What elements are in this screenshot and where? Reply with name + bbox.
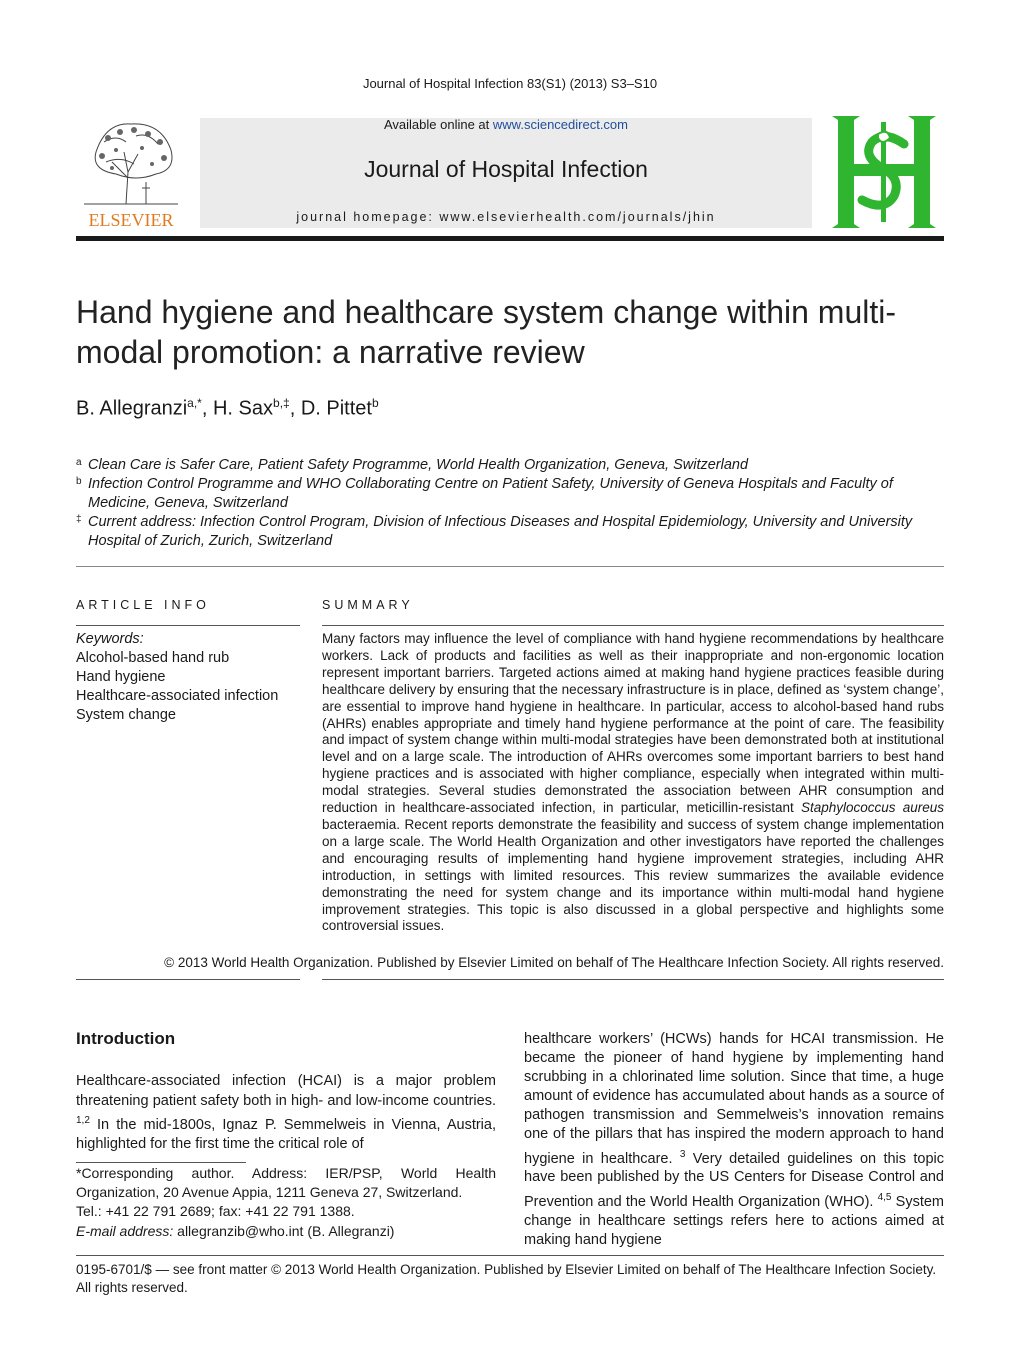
article-info-rule xyxy=(76,625,300,626)
summary-part: bacteraemia. Recent reports demonstrate the feasibility and success of system change implementation on a large scale. The World Health Organization and other investigators have reported the challenges and encouraging results of implementing hand hygiene improvement strategies, including AHR introduction, in settings with limited resources. This review summarizes the available evidence demonstrating the need for system change and its importance within multi-modal hand hygiene improvement strategies. This topic is also discussed in a global perspective and highlights some controversial issues. xyxy=(322,816,944,934)
author-separator: , xyxy=(289,397,301,420)
author-name[interactable]: H. Sax xyxy=(212,397,274,420)
introduction-heading: Introduction xyxy=(76,1029,176,1048)
affiliation-text: Infection Control Programme and WHO Collaborating Centre on Patient Safety, University of Geneva Hospitals and Faculty of Medicine, Geneva, Switzerland xyxy=(88,476,893,511)
affiliation-item xyxy=(76,456,944,475)
article-info-heading: ARTICLE INFO xyxy=(76,598,210,612)
email-label: E-mail address: xyxy=(76,1222,174,1239)
body-text: Very detailed guidelines on this topic have been published by the US Centers for Disease Control and Prevention and the World Health Organization (WHO). xyxy=(524,1150,944,1210)
reference-link[interactable]: 4,5 xyxy=(877,1191,892,1203)
keyword: Healthcare-associated infection xyxy=(76,688,279,704)
reference-link[interactable]: 3 xyxy=(679,1148,686,1160)
author-marks: b xyxy=(371,396,379,410)
author-separator: , xyxy=(201,397,213,420)
section-divider xyxy=(76,566,944,567)
journal-his-logo xyxy=(824,112,944,232)
summary-bottom-rule xyxy=(322,979,944,980)
keyword: System change xyxy=(76,707,176,723)
journal-name: Journal of Hospital Infection xyxy=(364,156,648,182)
author-marks: a,* xyxy=(187,396,202,410)
available-online-label: Available online at xyxy=(383,117,493,132)
affiliation-text: Current address: Infection Control Program, Division of Infectious Diseases and Hospital Epidemiology, University and University Hospital of Zurich, Zurich, Switzerland xyxy=(88,514,913,549)
author-marks: b,‡ xyxy=(273,396,290,410)
keywords-block xyxy=(76,630,300,725)
footnote-rule xyxy=(76,1162,246,1163)
author-name[interactable]: B. Allegranzi xyxy=(76,397,188,420)
affiliations xyxy=(76,456,944,551)
journal-homepage[interactable]: journal homepage: www.elsevierhealth.com/journals/jhin xyxy=(296,210,716,224)
keywords-label: Keywords: xyxy=(76,631,144,647)
body-column-left xyxy=(76,1072,496,1155)
body-text: healthcare workers’ (HCWs) hands for HCAI transmission. He became the pioneer of hand hygiene by implementing hand scrubbing in a chlorinated lime solution. Since that time, a huge amount of evidence has accumulated about hands as a source of pathogen transmission and Semmelweis’s innovation remains one of the pillars that has inspired the modern approach to hand hygiene in healthcare. xyxy=(524,1031,944,1167)
body-text: Healthcare-associated infection (HCAI) is a major problem threatening patient safety both in high- and low-income countries. xyxy=(76,1073,496,1109)
footnote-phone: Tel.: +41 22 791 2689; fax: +41 22 791 1388. xyxy=(76,1203,355,1220)
summary-part: Many factors may influence the level of compliance with hand hygiene recommendations by healthcare workers. Lack of products and facilities as well as their inappropriate and non-ergonomic location represent important barriers. Targeted actions aimed at making hand hygiene practices feasible during healthcare delivery by ensuring that the necessary infrastructure is in place, defined as ‘system change’, are essential to improve hand hygiene in healthcare. In particular, access to alcohol-based hand rubs (AHRs) enables appropriate and timely hand hygiene performance at the point of care. The feasibility and impact of system change within multi-modal strategies have been demonstrated both at institutional level and on a large scale. The introduction of AHRs overcomes some important barriers to best hand hygiene practices and is associated with higher compliance, especially when integrated within multi-modal strategies. Several studies demonstrated the association between AHR consumption and reduction in healthcare-associated infection, in particular, meticillin-resistant xyxy=(322,631,944,816)
body-text: System change in healthcare settings refers here to actions aimed at making hand hygiene xyxy=(524,1193,944,1248)
body-text: In the mid-1800s, Ignaz P. Semmelweis in Vienna, Austria, highlighted for the first time the critical role of xyxy=(76,1116,496,1153)
front-matter: 0195-6701/$ — see front matter © 2013 World Health Organization. Published by Elsevier Limited on behalf of The Healthcare Infection Society. All rights reserved. xyxy=(76,1262,937,1295)
email-value[interactable]: allegranzib@who.int (B. Allegranzi) xyxy=(173,1222,395,1239)
sciencedirect-link[interactable]: www.sciencedirect.com xyxy=(492,117,628,132)
copyright-line: © 2013 World Health Organization. Published by Elsevier Limited on behalf of The Healthcare Infection Society. All rights reserved. xyxy=(164,955,944,970)
keyword: Alcohol-based hand rub xyxy=(76,650,230,666)
affiliation-item xyxy=(76,475,944,513)
author-list xyxy=(76,396,379,421)
body-column-right xyxy=(524,1030,944,1250)
header-rule xyxy=(76,236,944,241)
summary-text xyxy=(322,631,944,935)
publisher-wordmark: ELSEVIER xyxy=(88,210,174,230)
article-title: Hand hygiene and healthcare system change within multi-modal promotion: a narrative review xyxy=(76,294,897,370)
affiliation-mark: b xyxy=(76,476,82,487)
affiliation-text: Clean Care is Safer Care, Patient Safety Programme, World Health Organization, Geneva, Switzerland xyxy=(88,457,749,473)
journal-citation: Journal of Hospital Infection 83(S1) (2013) S3–S10 xyxy=(362,76,658,91)
summary-heading: SUMMARY xyxy=(322,598,414,612)
front-matter-rule xyxy=(76,1255,944,1256)
footnote-address: *Corresponding author. Address: IER/PSP, World Health Organization, 20 Avenue Appia, 1211 Geneva 27, Switzerland. xyxy=(76,1165,496,1201)
author-name[interactable]: D. Pittet xyxy=(300,397,372,420)
available-online xyxy=(200,117,812,132)
organism-name: Staphylococcus aureus xyxy=(800,800,944,816)
corresponding-author-footnote xyxy=(76,1164,496,1241)
affiliation-mark: ‡ xyxy=(76,514,82,525)
footnote-email xyxy=(76,1222,496,1241)
affiliation-mark: a xyxy=(76,457,82,468)
affiliation-item xyxy=(76,513,944,551)
article-info-bottom-rule xyxy=(76,979,300,980)
keyword: Hand hygiene xyxy=(76,669,166,685)
summary-rule xyxy=(322,625,944,626)
reference-link[interactable]: 1,2 xyxy=(76,1115,90,1126)
